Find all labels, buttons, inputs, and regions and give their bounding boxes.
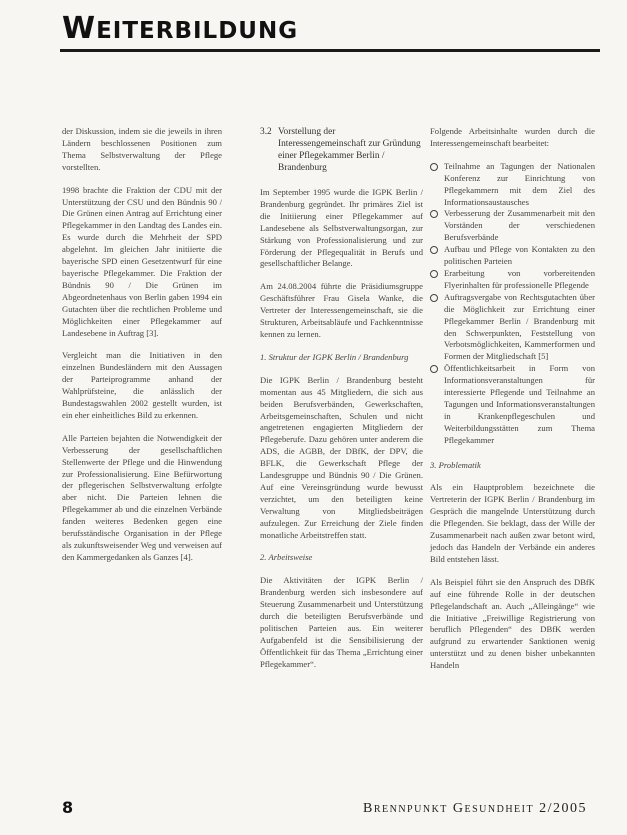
paragraph: Alle Parteien bejahten die Notwendigkeit der Verbesserung der gesellschaftlichen Stellenwerte der Pflege und die Hinwendung zur Professionalisierung. Eine Befürwortung der pflegerischen Selbstverwaltung erfolgte aber nicht. Die Parteien lehnen die Pflegekammer ab und die einzelnen Verbände fanden weiteres Bedenken gegen eine berufsständische Organisation in der Pflege als zukunftsweisender Weg und verweisen auf den Kammergedanken als Ganzes [4]. <box>62 432 222 562</box>
paragraph: Die Aktivitäten der IGPK Berlin / Brandenburg werden sich insbesondere auf Steuerung Zusammenarbeit und Unterstützung durch die beteiligten Berufsverbände und politischen Parteien aus. Ein weiterer Aufgabenfeld ist die Sensibilisierung der Öffentlichkeit für das Thema „Errichtung einer Pflegekammer“. <box>260 575 423 669</box>
header-rule <box>60 49 600 52</box>
column-1 <box>62 126 222 575</box>
list-item-text: Teilnahme an Tagungen der Nationalen Konferenz zur Einrichtung von Pflegekammern mit dem Ziel des Informationsaustausches <box>444 160 595 207</box>
title-rest: EITERBILDUNG <box>96 18 299 44</box>
subheading: 1. Struktur der IGPK Berlin / Brandenburg <box>260 351 409 362</box>
title-initial: W <box>62 11 97 46</box>
section-heading <box>260 126 423 174</box>
column-2 <box>260 126 423 682</box>
list-item-text: Verbesserung der Zusammenarbeit mit den Vorständen der verschiedenen Berufsverbände <box>444 208 595 243</box>
section-number: 3.2 <box>260 127 272 137</box>
bullet-circle-icon <box>430 163 438 171</box>
list-item <box>430 268 595 292</box>
journal-name: Brennpunkt Gesundheit 2/2005 <box>363 801 587 816</box>
list-item <box>430 208 595 244</box>
column-3 <box>430 126 595 683</box>
list-item-text: Aufbau und Pflege von Kontakten zu den politischen Parteien <box>444 244 595 267</box>
bullet-list <box>430 161 595 447</box>
bullet-circle-icon <box>430 270 438 278</box>
list-item <box>430 244 595 268</box>
list-item <box>430 161 595 209</box>
paragraph: Im September 1995 wurde die IGPK Berlin / Brandenburg gegründet. Ihr primäres Ziel ist die Initiierung einer Pflegekammer auf Landesebene als Selbstverwaltungsorgan, zur Stärkung von Professionalisierung und zur Förderung der Pflegequalität in Berufs und gesellschaftlicher Belange. <box>260 187 423 269</box>
paragraph: Als ein Hauptproblem bezeichnete die Vertreterin der IGPK Berlin / Brandenburg im Gespräch die mangelnde Unterstützung durch die Pflegenden. Sie beklagt, dass der Wille der Zusammenarbeit nach außen zwar betont wird, jedoch das Handeln der Verbände ein anderes Bild entstehen lässt. <box>430 482 595 564</box>
list-item-text: Auftragsvergabe von Rechtsgutachten über die Möglichkeit zur Errichtung einer Pflegekammer Berlin / Brandenburg mit den Schwerpunkten, Feststellung von Verbotsmöglichkeiten, Kammerformen und Formen der Mitgliedschaft [5] <box>444 291 595 362</box>
section-title: Vorstellung der Interessengemeinschaft zur Gründung einer Pflegekammer Berlin / Brandenburg <box>278 127 421 173</box>
page-number: 8 <box>62 798 74 817</box>
paragraph: Als Beispiel führt sie den Anspruch des DBfK auf eine führende Rolle in der deutschen Pflegelandschaft an. Auch „Alleingänge“ wie die Initiative „Freiwillige Registrierung von beruflich Pflegenden“ des DBfK werden aufgrund zu erwartender Sanktionen wenig unterstützt und zu denen bisher unbekannten Handeln <box>430 576 595 671</box>
subheading: 3. Problematik <box>430 459 481 470</box>
paragraph: Folgende Arbeitsinhalte wurden durch die Interessengemeinschaft bearbeitet: <box>430 126 595 148</box>
bullet-circle-icon <box>430 294 438 302</box>
bullet-circle-icon <box>430 246 438 254</box>
list-item-text: Öffentlichkeitsarbeit in Form von Informationsveranstaltungen für interessierte Pflegende und Teilnahme an Tagungen und Informationsveranstaltungen in Krankenpflegeschulen und Weiterbildungsstätten zum Thema Pflegekammer <box>444 363 595 445</box>
paragraph: Am 24.08.2004 führte die Präsidiumsgruppe Geschäftsführer Frau Gisela Wanke, die Vertreter der Interessengemeinschaft, sie die Strukturen, Arbeitsabläufe und Fachkenntnisse kennen zu lernen. <box>260 281 423 339</box>
subheading: 2. Arbeitsweise <box>260 552 313 563</box>
list-item <box>430 292 595 363</box>
list-item-text: Erarbeitung von vorbereitenden Flyerinhalten für professionelle Pflegende <box>444 267 595 290</box>
paragraph: Vergleicht man die Initiativen in den einzelnen Bundesländern mit den Aussagen der Parteiprogramme anhand der Wahlprüfsteine, die anlässlich der Bundestagswahlen 2002 gestellt wurden, ist ein eher einheitliches Bild zu erkennen. <box>62 350 222 420</box>
page-section-title <box>62 11 299 46</box>
list-item <box>430 363 595 446</box>
bullet-circle-icon <box>430 365 438 373</box>
bullet-circle-icon <box>430 210 438 218</box>
paragraph: Die IGPK Berlin / Brandenburg besteht momentan aus 45 Mitgliedern, die sich aus beiden Berufsverbänden, Gewerkschaften, Arbeitsgemeinschaften, Schulen und nicht angetretenen engagierten Mitgliedern der Pflegeberufe. Dazu gehören unter anderem die ADS, die AGBB, der DBfK, der DPV, die BFLK, die Gewerkschaft Pflege der Landesgruppe und Bündnis 90 / Die Grünen. Auf eine Vereinsgründung wurde bewusst verzichtet, um den beteiligten keine Verwaltung von Mitgliedsbeiträgen aufzulegen. Zur Erreichung der Ziele finden monatliche Arbeitstreffen statt. <box>260 374 423 540</box>
paragraph: 1998 brachte die Fraktion der CDU mit der Unterstützung der CSU und den Bündnis 90 / Die Grünen einen Antrag auf Errichtung einer Pflegekammer in den Landtag des Landes ein. Es wurde durch die Mehrheit der SPD abgelehnt. Im gleichen Jahr initiierte die bayerische SPD einen Gesetzentwurf für eine bayerische Pflegekammer. Die Fraktion der Bündnis 90 / Die Grünen im Abgeordnetenhaus von Berlin gaben 1994 ein Gutachten über die rechtlichen Probleme und Möglichkeiten einer Pflegekammer auf Landesebene in Auftrag [3]. <box>62 184 222 338</box>
paragraph: der Diskussion, indem sie die jeweils in ihren Ländern beschlossenen Positionen zum Thema Selbstverwaltung der Pflege vorstellten. <box>62 126 222 172</box>
